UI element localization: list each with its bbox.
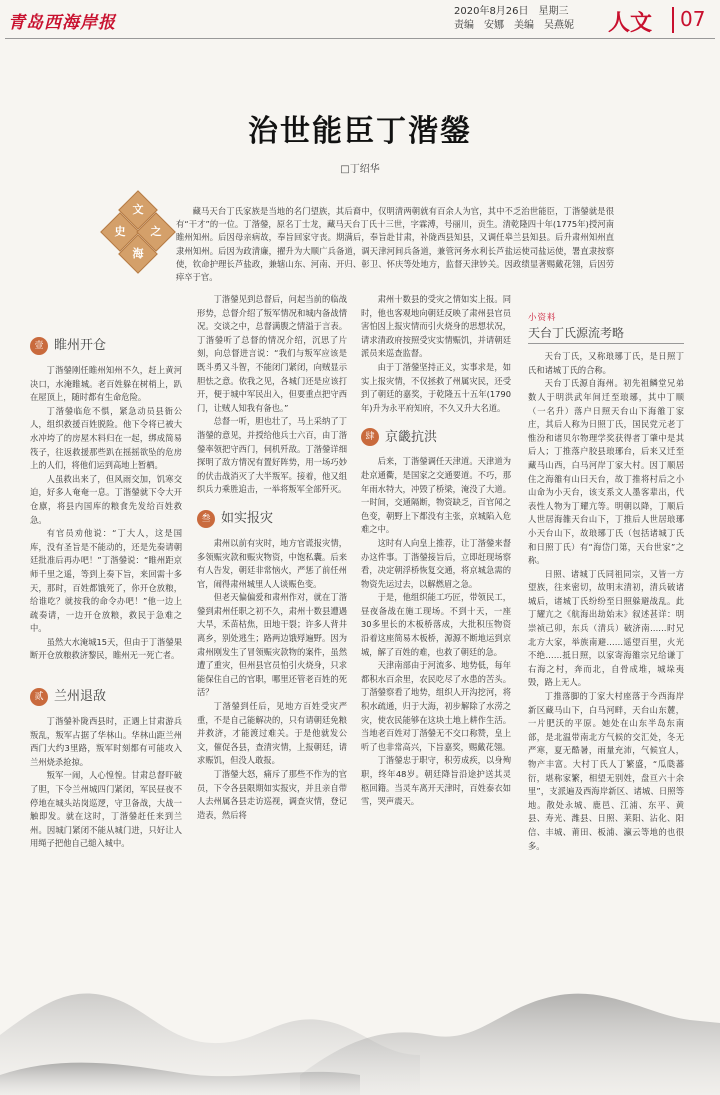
masthead — [0, 0, 720, 38]
paragraph: 由于丁湝鎣坚持正义，实事求是，如实上报灾情，不仅拯救了州属灾民，还受到了朝廷的嘉奖，于乾隆五十五年(1790年)升为永平府知府，不久又升大名道。 — [361, 361, 511, 413]
issue-meta — [454, 5, 604, 33]
paragraph: 天津南部由于河流多、地势低，每年都积水百余里，农民吃尽了水患的苦头。丁湝鎣察看了地势，组织人开沟挖河，将积水疏通，归于大海，初步解除了水涝之灾，使农民能够在这块土地上耕作生活。当地老百姓对丁湝鎣无不交口称赞，皇上听了也非常高兴，下旨嘉奖，赐戴花翎。 — [361, 660, 511, 752]
section-number-badge: 壹 — [30, 337, 48, 355]
paragraph: 丁推落脚的丁家大村座落于今西海岸新区藏马山下，白马河畔，天台山东麓，一片肥沃的平原。她处在山东半岛东南部，是北温带南北方气候的交汇处，冬无严寒，夏无酷暑，雨量充沛，气候宜人，物产丰富。大村丁氏人丁繁盛，“瓜瓞蕃衍，堪称家繁，相望无别姓，盘亘六十余里”，支派遍及西海岸新区、诸城、日照等地。散处永城、鹿邑、江浦、东平、黄县、寿光、潍县、日照、莱阳、沾化、阳信、丰城、莆田、板浦、瀛云等地的也很多。 — [528, 691, 684, 851]
article-author: □丁绍华 — [340, 164, 380, 175]
text-column-1 — [30, 328, 182, 851]
paragraph: 丁湝鎣刚任睢州知州不久，赶上黄河决口，水淹睢城。老百姓躲在树梢上，趴在屋顶上，随时都有生命危险。 — [30, 365, 182, 403]
text-column-2 — [197, 293, 347, 822]
issue-date: 2020年8月26日 — [454, 6, 529, 17]
section-heading-text: 京畿抗洪 — [385, 429, 438, 445]
text-column-3 — [361, 293, 511, 809]
paragraph: 肃州以前有灾时，地方官谎报灾情，多领赈灾款和赈灾物资，中饱私囊。后来有人告发，朝廷非常恼火，严惩了前任州官，闹得肃州城里人人谈赈色变。 — [197, 537, 347, 589]
paragraph: 这时有人向皇上推荐，让丁湝鎣来督办这件事。丁湝鎣接旨后，立即赶现场察看，决定朝浮桥恢复交通，将京城急需的物资先运过去，以解燃眉之急。 — [361, 537, 511, 589]
paragraph: 天台丁氏源自海州。初先祖鳞堂兄弟数人于明洪武年间迁至琅琊，其中丁顺（一名升）落户日照天台山下海雒丁家庄，其后人称为日照丁氏，国民党元老丁惟汾和诸贝尔物理学奖获得者丁肇中是其后人；丁推落户胶县琅琊台，后来又迁至藏马山西，白马河岸丁家大村。因丁顺居住之海雒有山曰天台，故丁推将村后之小山命为小天台，该支系文人墨客辈出，代表性人物为丁耀亢等。明朝以降，丁顺后人世居海雒天台山下，丁推后人世居琅琊小天台山下，故琅琊丁氏（包括诸城丁氏和日照丁氏）有“海岱门第，天台世家”之称。 — [528, 378, 684, 566]
page-number: 07 — [680, 7, 706, 31]
seal-diamond: 史 — [100, 212, 140, 252]
paragraph: 丁湝鎣大怒，痛斥了那些不作为的官员，下令各县限期如实报灾，并且亲自带人去州属各县走访巡视，调查灾情，登记造表，然后将 — [197, 769, 347, 820]
section-number-badge: 肆 — [361, 428, 379, 446]
section-heading — [361, 425, 511, 449]
seal-diamond: 文 — [118, 190, 158, 230]
paragraph: 丁湝鎣临危不惧，紧急动员县衙公人，组织救援百姓脱险。他下令将已被大水冲垮了的房屋木料归在一起，绑成简易筏子，往返救援那些趴在摇摇欲坠的危房上的人们，将他们运到高地上暂栖。 — [30, 405, 182, 471]
designer-label: 美编 — [514, 20, 534, 31]
masthead-divider — [672, 7, 674, 33]
editor-name: 安娜 — [484, 20, 504, 31]
section-heading-text: 如实报灾 — [221, 511, 274, 527]
section-number-badge: 叁 — [197, 510, 215, 528]
paragraph: 天台丁氏，又称琅琊丁氏，是日照丁氏和诸城丁氏的合称。 — [528, 351, 684, 375]
column-seal — [104, 196, 164, 268]
ink-mountain-illustration — [0, 925, 720, 1095]
paragraph: 但老天偏偏爱和肃州作对，就在丁湝鎣到肃州任职之初不久，肃州十数县遭遇大旱，禾苗枯焦，田地干裂；许多人背井离乡，别处逃生；路两边饿殍遍野。因为肃州刚发生了冒领赈灾款物的案件，虽然遭了重灾，但州县官员怕引火烧身，只求能保住自己的官职，哪里还管老百姓的死活？ — [197, 592, 347, 698]
paragraph: 丁湝鎣到任后，见地方百姓受灾严重，不是自己能解决的，只有请朝廷免粮并救济，才能渡过难关。于是他就发公文，催促各县，查清灾情，上报朝廷，请求赈饥，但没人敢报。 — [197, 701, 347, 766]
section-heading — [30, 685, 182, 709]
paragraph: 人虽救出来了，但风雨交加，饥寒交迫，好多人奄奄一息。丁湝鎣就下令大开仓廪，将县内国库的粮食先发给百姓救急。 — [30, 473, 182, 525]
paragraph: 虽然大水淹城15天，但由于丁湝鎣果断开仓放粮救济黎民，睢州无一死亡者。 — [30, 636, 182, 661]
editor-label: 责编 — [454, 20, 474, 31]
paragraph: 日照、诸城丁氏同祖同宗，又皆一方望族，往来密切，故明末清初，清兵破诸城后，诸城丁氏纷纷至日照躲避战乱。此丁耀亢之《航海出劫始末》叙述甚详：明崇祯己卯，东兵（清兵）破济南……时兄北方大家，举族南避……遥望百里，火光不绝……抵日照，以家寄海雒宗兄给谦丁右海之村，奔而北，自骨成堆，城垛夷毁，路上无人。 — [528, 568, 684, 688]
sidebar-box — [528, 312, 684, 853]
paragraph: 丁湝鎣见到总督后，问起当前的临战形势，总督介绍了叛军情况和城内备战情况。交谈之中，总督满腹之情溢于言表。丁湝鎣听了总督的情况介绍，沉思了片刻，向总督进言说：“我们与叛军应该是既斗勇又斗智，不能闭门紧闭，向贼显示胆怯之意。依我之见，各城门还是应该打开，便于城中军民出入，但要重点把守西门，让贼人知我有备也。” — [197, 294, 347, 413]
section-heading-text: 睢州开仓 — [54, 338, 107, 354]
paragraph: 丁湝鎣忠于职守，积劳成疾，以身殉职，终年48岁。朝廷降旨沿途护送其灵柩回籍。当灵车离开天津时，百姓泰衣如雪，哭声震天。 — [361, 755, 511, 807]
paragraph: 肃州十数县的受灾之情如实上报。同时，他也客观地向朝廷反映了肃州县官员害怕因上报灾情而引火烧身的思想状况，请求清政府按照受灾实情赈饥，并请朝廷派员来巡查监督。 — [361, 294, 511, 359]
paragraph: 总督一听，胆也壮了，马上采纳了丁湝鎣的意见，并授给他兵士六百，由丁湝鎣率领把守西门，伺机歼敌。丁湝鎣详细探明了敌方情况有置好阵势，用一场巧妙的伏击战消灭了大半叛军。接着，他又组织兵力乘胜追击，一举将叛军全部歼灭。 — [197, 416, 347, 495]
paragraph: 有官员劝他说：“丁大人，这是国库，没有圣旨是不能动的，还是先奏请朝廷批准后再办吧！”丁湝鎣说：“睢州距京师千里之遥，等到上奏下旨，来回需十多天，那时，百姓都饿死了，你开仓放粮，给谁吃？就按我的命令办吧！”他一边上疏奏请，一边开仓放粮，救民于急难之中。 — [30, 528, 182, 634]
article-title: 治世能臣丁湝鎣 — [248, 114, 472, 149]
sidebar-kicker: 小资料 — [528, 313, 557, 323]
section-number-badge: 贰 — [30, 688, 48, 706]
article-intro: 藏马天台丁氏家族是当地的名门望族，其后裔中，仅明清两朝就有百余人为官，其中不乏治世能臣，丁湝鎣就是很有“干才”的一位。丁湝鎣，原名丁士龙，藏马天台丁氏十三世，字霖溥，号丽川，贡生。清乾隆四十年(1775年)授河南睢州知州。后因母亲病故，奉旨回家守丧。期满后，奉旨赴甘肃，补陇西县知县，又调任皋兰县知县。后升肃州知州直隶州知州。后因为政清廉，擢升为大顺广兵备道，调天津河间兵备道，兼管河务水利长芦盐运使司盐运使，署直隶按察使，钦命护理长芦盐政，兼辖山东、河南、开归、彰卫、怀庆等处地方，监督天津钞关。因政绩显著赐戴花翎，后因劳瘁卒于官。 — [176, 206, 614, 283]
issue-weekday: 星期三 — [538, 6, 569, 17]
designer-name: 吴燕妮 — [544, 20, 574, 31]
paragraph: 叛军一闹，人心惶惶。甘肃总督吓破了胆，下令兰州城四门紧闭，军民昼夜不停地在城头站岗巡逻，守卫备战，大战一触即发。就在这时，丁湝鎣赶任来到兰州。因城门紧闭不能从城门进，只好让人用绳子把他自己缒入城中。 — [30, 770, 182, 849]
paragraph: 丁湝鎣补陇西县时，正遇上甘肃游兵叛乱，叛军占据了华林山。华林山距兰州西门大约3里路，叛军时刻都有可能攻入兰州烧杀抢掠。 — [30, 716, 182, 767]
section-heading — [197, 507, 347, 531]
section-name: 人文 — [608, 11, 653, 36]
seal-diamond: 海 — [118, 234, 158, 274]
newspaper-logo: 青岛西海岸报 — [8, 13, 116, 33]
section-heading — [30, 334, 182, 358]
masthead-rule — [5, 38, 715, 39]
sidebar-title: 天台丁氏源流考略 — [528, 327, 684, 345]
seal-diamond: 之 — [136, 212, 176, 252]
section-heading-text: 兰州退敌 — [54, 689, 107, 705]
paragraph: 于是，他组织能工巧匠，带领民工，昼夜备战在施工现场。不到十天，一座30多里长的木板桥落成，大批积压物资沿着这座简易木板桥，源源不断地运到京城，解了百姓的难，也救了朝廷的急。 — [361, 592, 511, 657]
paragraph: 后来，丁湝鎣调任天津道。天津道为赴京通衢，是国家之交通要道。不巧，那年雨水特大，冲毁了桥梁，淹没了大道。一时间，交通隔断，物资缺乏，百官闻之色变，朝野上下都没有主张，京城陷入危难之中。 — [361, 456, 511, 535]
mountain-ridge — [300, 994, 720, 1095]
